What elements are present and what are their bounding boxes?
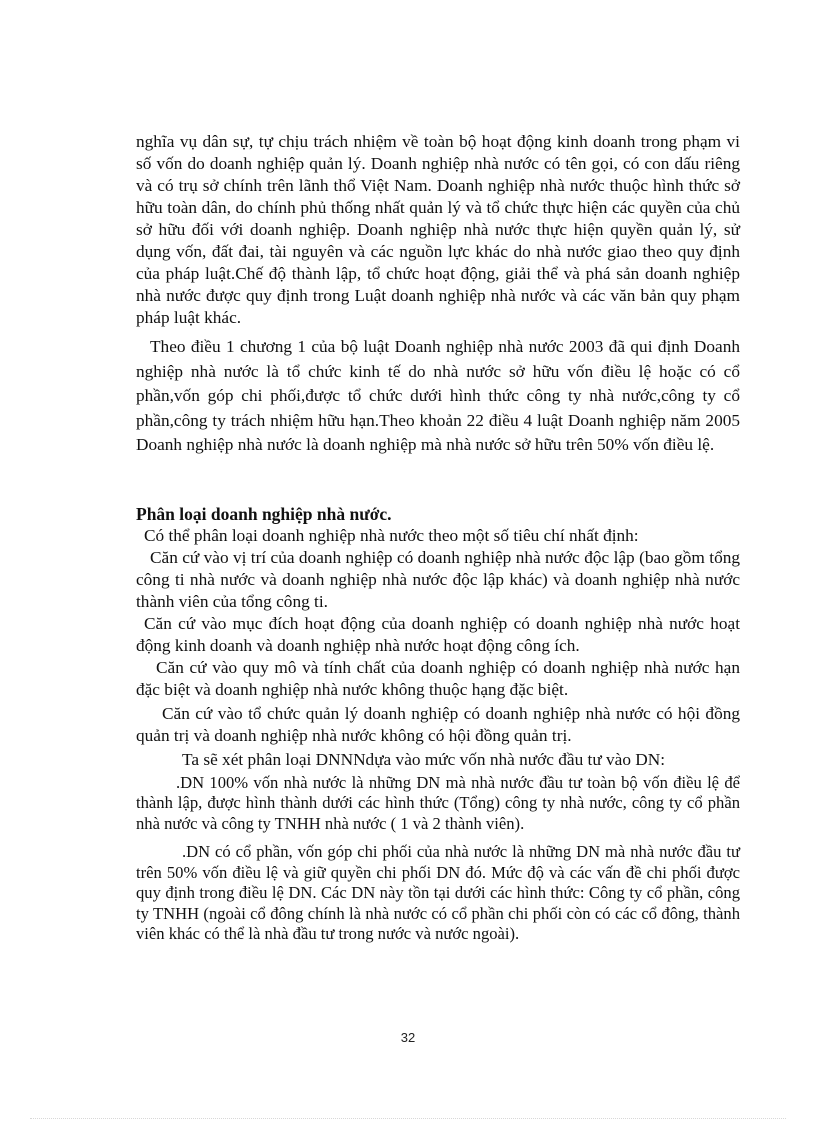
page-number: 32 xyxy=(400,1030,416,1045)
classification-by-capital: Ta sẽ xét phân loại DNNNdựa vào mức vốn nhà nước đầu tư vào DN: xyxy=(182,749,666,769)
classification-by-management: Căn cứ vào tổ chức quản lý doanh nghiệp có doanh nghiệp nhà nước có hội đồng quản trị và doanh nghiệp nhà nước không có hội đồng quản trị. xyxy=(136,703,740,745)
paragraph-definition: nghĩa vụ dân sự, tự chịu trách nhiệm về toàn bộ hoạt động kinh doanh trong phạm vi số vốn do doanh nghiệp quản lý. Doanh nghiệp nhà nước có tên gọi, có con dấu riêng và có trụ sở chính trên lãnh thổ Việt Nam. Doanh nghiệp nhà nước thuộc hình thức sở hữu toàn dân, do chính phủ thống nhất quản lý và tổ chức thực hiện các quyền của chủ sở hữu đối với doanh nghiệp. Doanh nghiệp nhà nước thực hiện quyền quản lý, sử dụng vốn, đất đai, tài nguyên và các nguồn lực khác do nhà nước giao theo quy định của pháp luật.Chế độ thành lập, tổ chức hoạt động, giải thể và phá sản doanh nghiệp nhà nước được quy định trong Luật doanh nghiệp nhà nước và các văn bản quy phạm pháp luật khác. xyxy=(136,132,740,327)
subtype-full-state-capital: .DN 100% vốn nhà nước là những DN mà nhà nước đầu tư toàn bộ vốn điều lệ để thành lập, được hình thành dưới các hình thức (Tổng) công ty nhà nước, công ty cổ phần nhà nước và công ty TNHH nhà nước ( 1 và 2 thành viên). xyxy=(136,772,740,833)
classification-by-purpose: Căn cứ vào mục đích hoạt động của doanh nghiệp có doanh nghiệp nhà nước hoạt động kinh doanh và doanh nghiệp nhà nước hoạt động công ích. xyxy=(136,613,740,655)
classification-by-scale: Căn cứ vào quy mô và tính chất của doanh nghiệp có doanh nghiệp nhà nước hạn đặc biệt và doanh nghiệp nhà nước không thuộc hạng đặc biệt. xyxy=(136,657,740,699)
section-heading: Phân loại doanh nghiệp nhà nước. xyxy=(136,503,392,524)
paragraph-legal-basis: Theo điều 1 chương 1 của bộ luật Doanh nghiệp nhà nước 2003 đã qui định Doanh nghiệp nhà nước là tổ chức kinh tế do nhà nước sở hữu vốn điều lệ hoặc có cổ phần,vốn góp chi phối,được tổ chức dưới hình thức công ty nhà nước,công ty cổ phần,công ty trách nhiệm hữu hạn.Theo khoản 22 điều 4 luật Doanh nghiệp năm 2005 Doanh nghiệp nhà nước là doanh nghiệp mà nhà nước sở hữu trên 50% vốn điều lệ. xyxy=(136,337,740,454)
subtype-controlling-shares: .DN có cổ phần, vốn góp chi phối của nhà nước là những DN mà nhà nước đầu tư trên 50% vốn điều lệ và giữ quyền chi phối DN đó. Mức độ và các vấn đề chi phối được quy định trong điều lệ DN. Các DN này tồn tại dưới các hình thức: Công ty cổ phần, công ty TNHH (ngoài cổ đông chính là nhà nước có cổ phần chi phối còn có các cổ đông, thành viên khác có thể là nhà đầu tư trong nước và nước ngoài). xyxy=(136,842,740,943)
classification-by-position: Căn cứ vào vị trí của doanh nghiệp có doanh nghiệp nhà nước độc lập (bao gồm tổng công ti nhà nước và doanh nghiệp nhà nước độc lập khác) và doanh nghiệp nhà nước thành viên của tổng công ti. xyxy=(136,547,740,611)
page-bottom-divider xyxy=(30,1118,786,1119)
classification-intro: Có thể phân loại doanh nghiệp nhà nước theo một số tiêu chí nhất định: xyxy=(144,525,639,545)
page-body xyxy=(136,131,740,945)
